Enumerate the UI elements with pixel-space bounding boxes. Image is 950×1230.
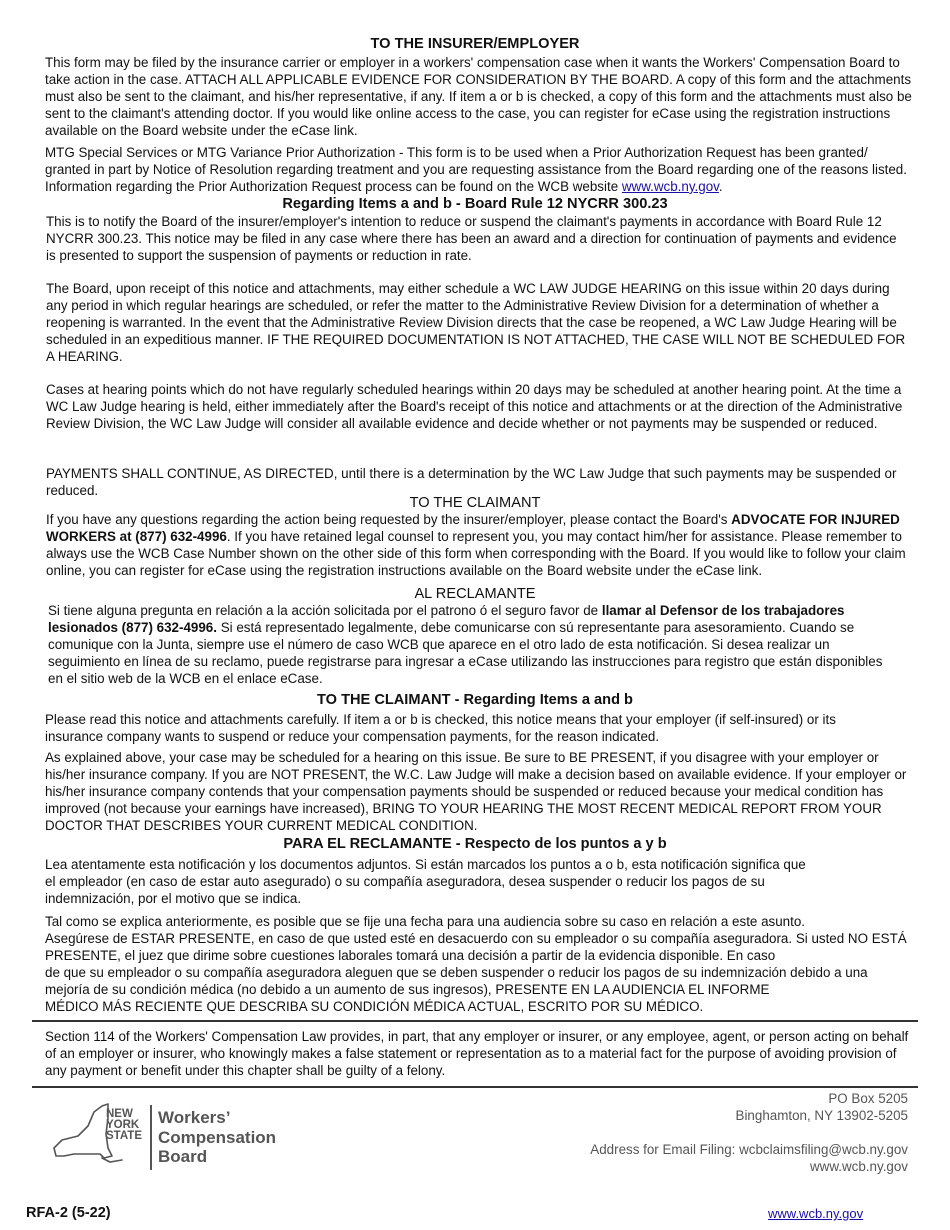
po-box: PO Box 5205: [828, 1091, 908, 1106]
city-state-zip: Binghamton, NY 13902-5205: [735, 1108, 908, 1123]
logo-line-2: Compensation: [158, 1127, 277, 1147]
line: indemnización, por el motivo que se indica.: [45, 890, 302, 906]
nys-line-2: YORK: [106, 1119, 140, 1131]
claimant-items-ab-paragraph-1: Please read this notice and attachments carefully. If item a or b is checked, this notice means that your employer (if self-insured) or its insurance company wants to suspend or reduce your compensation payments, for the reason indicated.: [45, 712, 836, 744]
claimant-text-b: . If you have retained legal counsel to represent you, you may contact him/her for assistance. Please remember to always use the WCB Case Number shown on the other side of this form when corresponding with the Board. If you would like to follow your claim online, you can register for eCase using the registration instructions available on the Board website under the eCase link.: [46, 528, 906, 578]
logo-line-3: Board: [158, 1147, 208, 1166]
insurer-instructions-paragraph: This form may be filed by the insurance carrier or employer in a workers' compensation case when it wants the Workers' Compensation Board to take action in the case. ATTACH ALL APPLICABLE EVIDENCE FOR CONSIDERATION BY THE BOARD. A copy of this form and the attachments must also be sent to the claimant, and his/her representative, if any. If item a or b is checked, a copy of this form and the attachments must also be sent to the claimant's attending doctor. If you would like online access to the case, you can register for eCase using the registration instructions available on the Board website under the eCase link.: [45, 55, 912, 138]
line: Asegúrese de ESTAR PRESENTE, en caso de que usted esté en desacuerdo con su empleador o su compañía aseguradora. Si usted NO ESTÁ PRESENTE, el juez que dirime sobre cuestiones laborales tomará una decisión a partir de la evidencia disponible. En caso: [45, 930, 907, 963]
email-filing-address: Address for Email Filing: wcbclaimsfiling@wcb.ny.gov: [590, 1142, 908, 1157]
line: MÉDICO MÁS RECIENTE QUE DESCRIBA SU CONDICIÓN MÉDICA ACTUAL, ESCRITO POR SU MÉDICO.: [45, 998, 704, 1014]
items-ab-board-paragraph: The Board, upon receipt of this notice and attachments, may either schedule a WC LAW JUDGE HEARING on this issue within 20 days during any period in which regular hearings are scheduled, or refer the matter to the Administrative Review Division for a determination of whether a reopening is warranted. In the event that the Administrative Review Division directs that the case be reopened, a WC Law Judge Hearing will be scheduled in an expeditious manner. IF THE REQUIRED DOCUMENTATION IS NOT ATTACHED, THE CASE WILL NOT BE SCHEDULED FOR A HEARING.: [46, 281, 906, 364]
mailing-address: [736, 1090, 908, 1124]
footer-website: www.wcb.ny.gov: [810, 1159, 908, 1174]
footer-link[interactable]: www.wcb.ny.gov: [768, 1206, 864, 1221]
reclamante-items-ab-paragraph-2: [45, 914, 915, 1015]
line: de que su empleador o su compañía aseguradora aleguen que se deben suspender o reducir los pagos de su indemnización debido a una: [45, 964, 868, 980]
insurer-employer-heading: TO THE INSURER/EMPLOYER: [370, 36, 580, 52]
reclamante-items-ab-heading: PARA EL RECLAMANTE - Respecto de los puntos a y b: [283, 836, 667, 852]
line: Tal como se explica anteriormente, es posible que se fije una fecha para una audiencia sobre su caso en relación a este asunto.: [45, 914, 806, 929]
claimant-text-a: If you have any questions regarding the action being requested by the insurer/employer, please contact the Board's: [46, 512, 732, 527]
items-ab-hearing-points-paragraph: Cases at hearing points which do not have regularly scheduled hearings within 20 days may be scheduled at another hearing point. At the time a WC Law Judge hearing is held, either immediately after the Board's receipt of this notice and attachments or at the direction of the Administrative Review Division, the WC Law Judge will consider all available evidence and decide whether or not payments may be suspended or reduced.: [46, 382, 903, 431]
section-114-felony-notice: Section 114 of the Workers' Compensation Law provides, in part, that any employer or insurer, or any employee, agent, or person acting on behalf of an employer or insurer, who knowingly makes a false statement or representation as to a material fact for the purpose of avoiding provision of any payment or benefit under this chapter shall be guilty of a felony.: [45, 1029, 909, 1078]
claimant-items-ab-paragraph-2: As explained above, your case may be scheduled for a hearing on this issue. Be sure to BE PRESENT, if you disagree with your employer or his/her insurance company. If you are NOT PRESENT, the W.C. Law Judge will make a decision based on available evidence. If your employer or his/her insurance company contends that your compensation payments should be suspended or reduced because your medical condition has improved (not because your earnings have increased), BRING TO YOUR HEARING THE MOST RECENT MEDICAL REPORT FROM YOUR DOCTOR THAT DESCRIBES YOUR CURRENT MEDICAL CONDITION.: [45, 750, 907, 833]
advocate-phone: ADVOCATE FOR INJURED WORKERS at (877) 632-4996: [46, 512, 900, 544]
divider-top: [32, 1020, 918, 1022]
line: mejoría de su condición médica (no debido a un aumento de sus ingresos), PRESENTE EN LA AUDIENCIA EL INFORME: [45, 981, 770, 997]
reclamante-paragraph: [48, 603, 898, 688]
items-ab-heading: Regarding Items a and b - Board Rule 12 NYCRR 300.23: [282, 196, 668, 212]
reclamante-items-ab-paragraph-1: [45, 857, 925, 908]
claimant-paragraph: [46, 512, 912, 580]
wcb-website-link[interactable]: www.wcb.ny.gov: [621, 178, 719, 194]
reclamante-heading: AL RECLAMANTE: [414, 586, 536, 602]
reclamante-text-a: Si tiene alguna pregunta en relación a la acción solicitada por el patrono ó el seguro favor de: [48, 603, 602, 618]
mtg-prior-authorization-paragraph: [45, 145, 915, 196]
claimant-heading: TO THE CLAIMANT: [409, 495, 541, 511]
logo-divider: [150, 1105, 152, 1170]
items-ab-notify-paragraph: This is to notify the Board of the insurer/employer's intention to reduce or suspend the claimant's payments in accordance with Board Rule 12 NYCRR 300.23. This notice may be filed in any case where there has been an award and a direction for continuation of payments and evidence is presented to support the suspension of payments or reduction in rate.: [46, 214, 897, 263]
mtg-end: .: [718, 178, 723, 194]
divider-bottom: [32, 1086, 918, 1088]
nys-wordmark: [106, 1109, 142, 1142]
reclamante-text-b: Si está representado legalmente, debe comunicarse con sú representante para asesoramiento. Cuando se comunique con la Junta, siempre use el número de caso WCB que aparece en el otro lado de esta notificación. Si desea realizar un seguimiento en línea de su reclamo, puede registrarse para ingresar a eCase utilizando las instrucciones para registro que están disponibles en el sitio web de la WCB en el enlace eCase.: [48, 619, 883, 686]
nys-line-3: STATE: [106, 1130, 142, 1142]
items-ab-payments-paragraph: PAYMENTS SHALL CONTINUE, AS DIRECTED, until there is a determination by the WC Law Judge that such payments may be suspended or reduced.: [46, 466, 897, 498]
form-id: RFA-2 (5-22): [26, 1205, 111, 1221]
claimant-items-ab-heading: TO THE CLAIMANT - Regarding Items a and b: [317, 692, 633, 708]
line: el empleador (en caso de estar auto asegurado) o su compañía aseguradora, desea suspender o reducir los pagos de su: [45, 873, 765, 889]
nys-line-1: NEW: [106, 1108, 133, 1120]
wcb-logo-text: [158, 1108, 276, 1167]
email-address-block: [590, 1141, 908, 1175]
defensor-phone: llamar al Defensor de los trabajadores lesionados (877) 632-4996.: [48, 603, 845, 635]
logo-line-1: Workers’: [158, 1108, 231, 1127]
mtg-text: MTG Special Services or MTG Variance Prior Authorization - This form is to be used when a Prior Authorization Request has been granted/ granted in part by Notice of Resolution regarding treatment and you are requesting assistance from the Board regarding one of the reasons listed. Information regarding the Prior Authorization Request process can be found on the WCB website: [45, 145, 907, 194]
line: Lea atentamente esta notificación y los documentos adjuntos. Si están marcados los puntos a o b, esta notificación significa que: [45, 857, 806, 872]
